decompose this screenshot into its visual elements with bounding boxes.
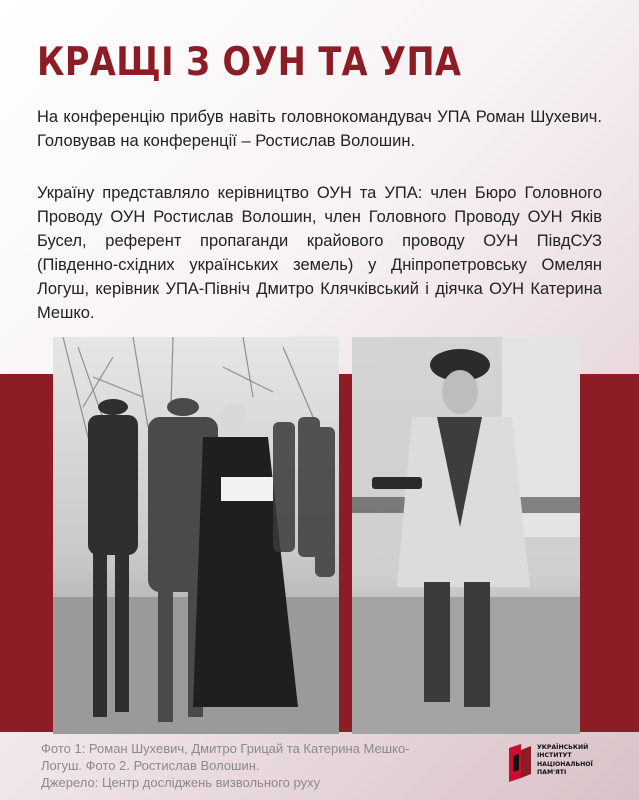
institute-logo-mark-icon [507,744,533,782]
logo-line: НАЦІОНАЛЬНОЇ [537,760,593,768]
page-title: КРАЩІ З ОУН ТА УПА [37,40,462,85]
photo-group [53,337,339,734]
photo-portrait [352,337,580,734]
institute-logo [507,742,617,788]
caption-source: Джерело: Центр досліджень визвольного руху [41,775,321,790]
caption-line: Логуш. Фото 2. Ростислав Волошин. [41,758,260,773]
logo-line: ПАМ'ЯТІ [537,769,567,777]
photo-caption [41,740,471,791]
paragraph-conference: На конференцію прибув навіть головнокомандувач УПА Роман Шухевич. Головував на конференції – Ростислав Волошин. [37,108,602,150]
logo-line: ІНСТИТУТ [537,752,572,760]
caption-line: Фото 1: Роман Шухевич, Дмитро Грицай та Катерина Мешко- [41,741,410,756]
paragraph-delegation: Україну представляло керівництво ОУН та УПА: член Бюро Головного Проводу ОУН Ростислав Волошин, член Головного Проводу ОУН Яків Бусел, референт пропаганди крайового проводу ОУН ПівдСУЗ (Південно-східних українських земель) у Дніпропетровську Омелян Логуш, керівник УПА-Північ Дмитро Клячківський і діячка ОУН Катерина Мешко. [37,184,602,322]
logo-line: УКРАЇНСЬКИЙ [537,744,589,751]
institute-logo-text [537,744,619,778]
